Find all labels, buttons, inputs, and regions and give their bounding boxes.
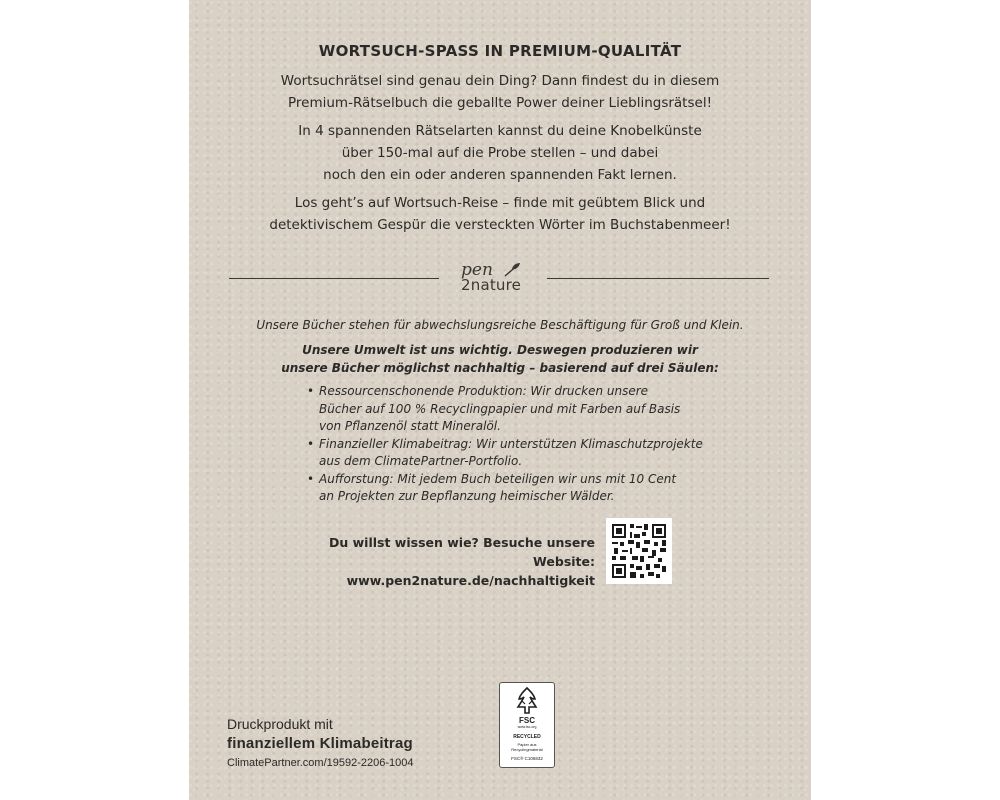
pen2nature-logo — [455, 256, 545, 300]
paragraph-line: Premium-Rätselbuch die geballte Power deiner Lieblingsrätsel! — [288, 95, 712, 111]
sustainability-statement — [189, 341, 811, 377]
divider-right — [547, 278, 769, 279]
list-item-line: von Pflanzenöl statt Mineralöl. — [319, 419, 501, 433]
list-item-line: Ressourcenschonende Produktion: Wir drucken unsere — [319, 384, 649, 398]
fsc-paper-line: Recyclingmaterial — [511, 747, 543, 752]
list-item-line: Bücher auf 100 % Recyclingpapier und mit Farben auf Basis — [319, 401, 681, 416]
fsc-code: FSC® C106832 — [511, 756, 543, 761]
list-item-line: aus dem ClimatePartner-Portfolio. — [319, 454, 523, 468]
paragraph-line: Los geht’s auf Wortsuch-Reise – finde mit geübtem Blick und — [294, 195, 706, 211]
fsc-recycled-label — [499, 682, 555, 768]
list-item — [307, 471, 727, 506]
paragraph-call-to-action — [189, 192, 811, 236]
divider-left — [229, 278, 439, 279]
fsc-tree-icon — [512, 686, 542, 716]
sustainability-pillars-list — [307, 383, 727, 506]
paragraph-puzzle-types — [189, 120, 811, 186]
paragraph-line: detektivischem Gespür die versteckten Wörter im Buchstabenmeer! — [269, 217, 731, 233]
website-url: www.pen2nature.de/nachhaltigkeit — [346, 573, 595, 588]
list-item-line: Aufforstung: Mit jedem Buch beteiligen wir uns mit 10 Cent — [319, 471, 677, 486]
website-prompt: Du willst wissen wie? Besuche unsere Website: — [329, 535, 595, 569]
paragraph-line: über 150-mal auf die Probe stellen – und dabei — [341, 145, 659, 161]
climate-label-line1: Druckprodukt mit — [227, 716, 333, 732]
bullet-icon: • — [307, 471, 315, 486]
bullet-icon: • — [307, 384, 315, 398]
logo-text-bottom: 2nature — [461, 276, 522, 294]
headline: WORTSUCH-SPASS IN PREMIUM-QUALITÄT — [318, 42, 682, 60]
website-info — [269, 533, 595, 590]
list-item-line: Finanzieller Klimabeitrag: Wir unterstützen Klimaschutzprojekte — [319, 436, 703, 451]
list-item-line: an Projekten zur Bepflanzung heimischer Wälder. — [319, 489, 615, 503]
paragraph-line: noch den ein oder anderen spannenden Fakt lernen. — [323, 167, 677, 183]
climate-label-line2: finanziellem Klimabeitrag — [227, 735, 413, 752]
logo-text-top: pen — [461, 260, 493, 280]
climate-partner-label — [227, 716, 414, 769]
fsc-paper — [500, 742, 554, 752]
climate-label-id: ClimatePartner.com/19592-2206-1004 — [227, 757, 414, 769]
bullet-icon: • — [307, 436, 315, 451]
paragraph-intro — [189, 70, 811, 114]
fsc-mark: FSC — [519, 716, 535, 725]
statement-line: Unsere Umwelt ist uns wichtig. Deswegen produzieren wir — [302, 343, 698, 357]
book-back-cover — [189, 0, 811, 800]
qr-code-icon — [606, 518, 672, 584]
fsc-paper-line: Papier aus — [517, 742, 537, 747]
fsc-url: www.fsc.org — [517, 725, 537, 729]
statement-line: unsere Bücher möglichst nachhaltig – basierend auf drei Säulen: — [281, 361, 719, 375]
fsc-recycled: RECYCLED — [513, 734, 541, 740]
paragraph-line: Wortsuchrätsel sind genau dein Ding? Dann findest du in diesem — [280, 73, 720, 89]
paragraph-line: In 4 spannenden Rätselarten kannst du deine Knobelkünste — [298, 123, 702, 139]
intro-statement: Unsere Bücher stehen für abwechslungsreiche Beschäftigung für Groß und Klein. — [256, 318, 744, 332]
list-item — [307, 383, 727, 436]
list-item — [307, 436, 727, 471]
